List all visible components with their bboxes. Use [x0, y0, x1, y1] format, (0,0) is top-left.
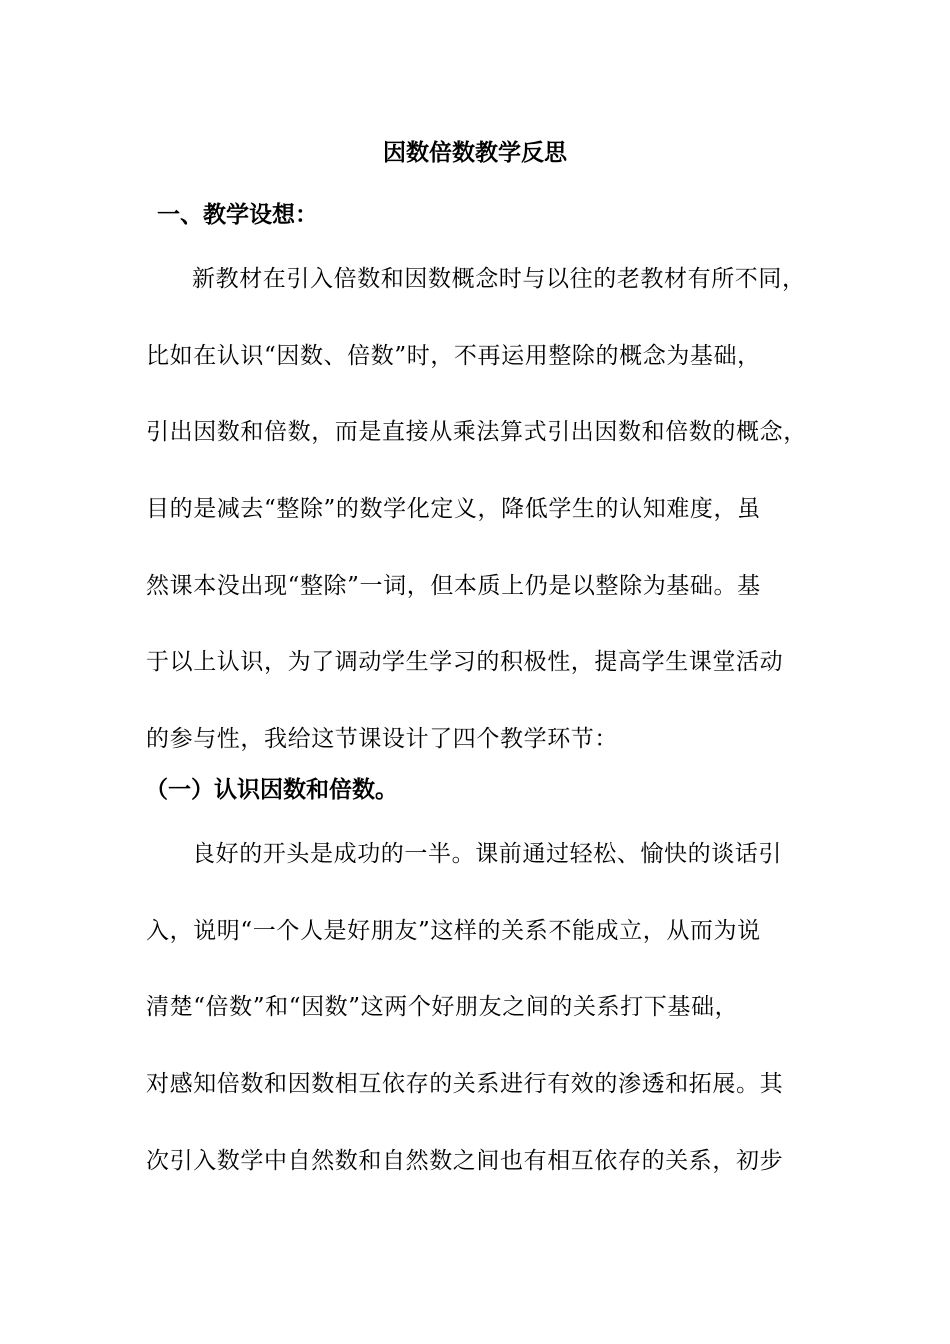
paragraph-line: 于以上认识，为了调动学生学习的积极性，提高学生课堂活动 [146, 649, 784, 676]
section-heading-teaching-idea: 一、教学设想： [157, 201, 318, 228]
paragraph-line: 清楚“倍数”和“因数”这两个好朋友之间的关系打下基础， [146, 994, 739, 1021]
paragraph-factors-multiples [146, 816, 806, 1199]
paragraph-line: 对感知倍数和因数相互依存的关系进行有效的渗透和拓展。其 [146, 1071, 784, 1098]
paragraph-line: 然课本没出现“整除”一词，但本质上仍是以整除为基础。基 [146, 572, 761, 599]
paragraph-line: 良好的开头是成功的一半。课前通过轻松、愉快的谈话引 [192, 841, 782, 867]
paragraph-line: 引出因数和倍数，而是直接从乘法算式引出因数和倍数的概念， [146, 419, 807, 446]
paragraph-line: 入，说明“一个人是好朋友”这样的关系不能成立，从而为说 [146, 917, 761, 944]
paragraph-line: 次引入数学中自然数和自然数之间也有相互依存的关系，初步 [146, 1147, 784, 1174]
paragraph-line: 目的是减去“整除”的数学化定义，降低学生的认知难度，虽 [146, 496, 761, 523]
paragraph-line: 的参与性，我给这节课设计了四个教学环节： [146, 726, 618, 753]
paragraph-line: 比如在认识“因数、倍数”时，不再运用整除的概念为基础， [146, 342, 761, 369]
section-heading-factors-multiples: （一）认识因数和倍数。 [145, 776, 398, 803]
paragraph-teaching-idea [146, 241, 806, 778]
document-title: 因数倍数教学反思 [383, 139, 567, 166]
paragraph-line: 新教材在引入倍数和因数概念时与以往的老教材有所不同， [192, 266, 806, 292]
